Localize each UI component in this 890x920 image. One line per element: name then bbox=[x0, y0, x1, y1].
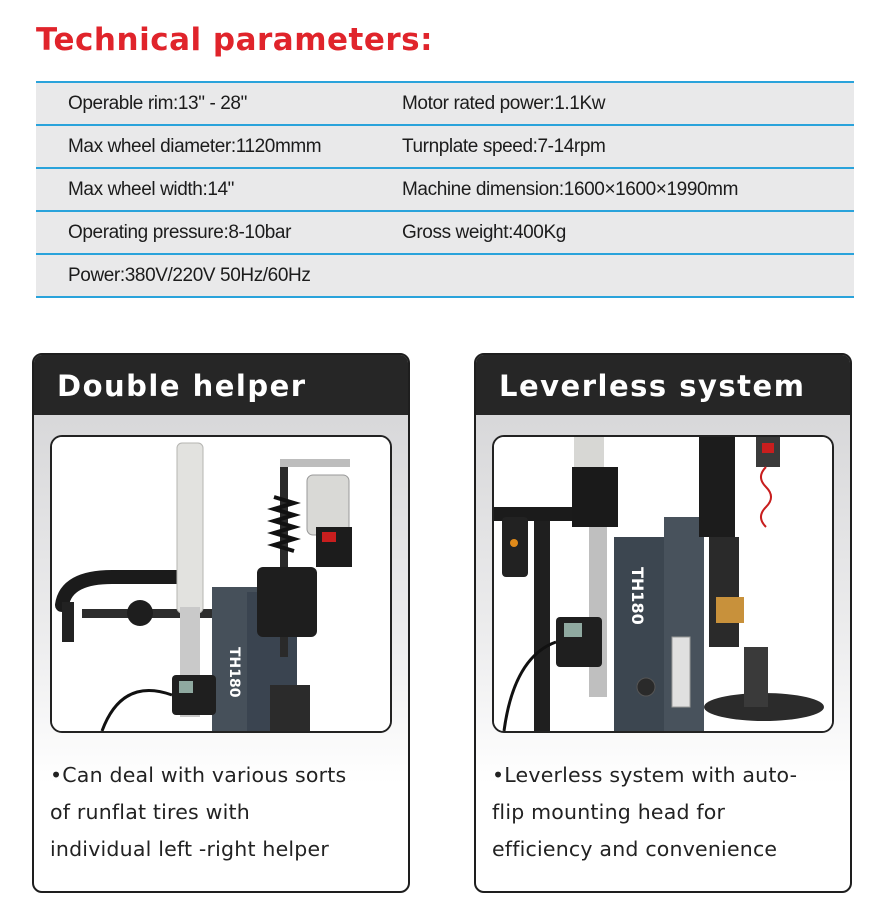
description-line: •Can deal with various sorts bbox=[50, 763, 347, 787]
description-line: individual left -right helper bbox=[50, 837, 329, 861]
param-cell: Max wheel diameter:1120mmm bbox=[68, 135, 322, 157]
description-line: efficiency and convenience bbox=[492, 837, 778, 861]
card-description bbox=[492, 757, 842, 868]
description-line: •Leverless system with auto- bbox=[492, 763, 798, 787]
machine-photo bbox=[492, 435, 834, 733]
description-line: of runflat tires with bbox=[50, 800, 250, 824]
param-cell: Gross weight:400Kg bbox=[402, 221, 566, 243]
page-title: Technical parameters: bbox=[36, 22, 434, 58]
param-cell: Machine dimension:1600×1600×1990mm bbox=[402, 178, 739, 200]
param-cell: Operable rim:13" - 28" bbox=[68, 92, 247, 114]
param-cell: Max wheel width:14" bbox=[68, 178, 235, 200]
parameters-table bbox=[36, 81, 854, 298]
table-row bbox=[36, 255, 854, 296]
feature-card-double-helper bbox=[32, 353, 410, 893]
card-heading: Leverless system bbox=[476, 355, 850, 415]
machine-photo bbox=[50, 435, 392, 733]
table-row bbox=[36, 169, 854, 212]
param-cell: Power:380V/220V 50Hz/60Hz bbox=[68, 264, 311, 286]
param-cell: Motor rated power:1.1Kw bbox=[402, 92, 606, 114]
model-label: TH180 bbox=[628, 567, 647, 625]
table-row bbox=[36, 126, 854, 169]
table-row bbox=[36, 212, 854, 255]
param-cell: Turnplate speed:7-14rpm bbox=[402, 135, 606, 157]
model-label: TH180 bbox=[226, 647, 242, 698]
feature-card-leverless-system bbox=[474, 353, 852, 893]
table-row bbox=[36, 83, 854, 126]
card-description bbox=[50, 757, 400, 868]
description-line: flip mounting head for bbox=[492, 800, 726, 824]
card-heading: Double helper bbox=[34, 355, 408, 415]
param-cell: Operating pressure:8-10bar bbox=[68, 221, 292, 243]
